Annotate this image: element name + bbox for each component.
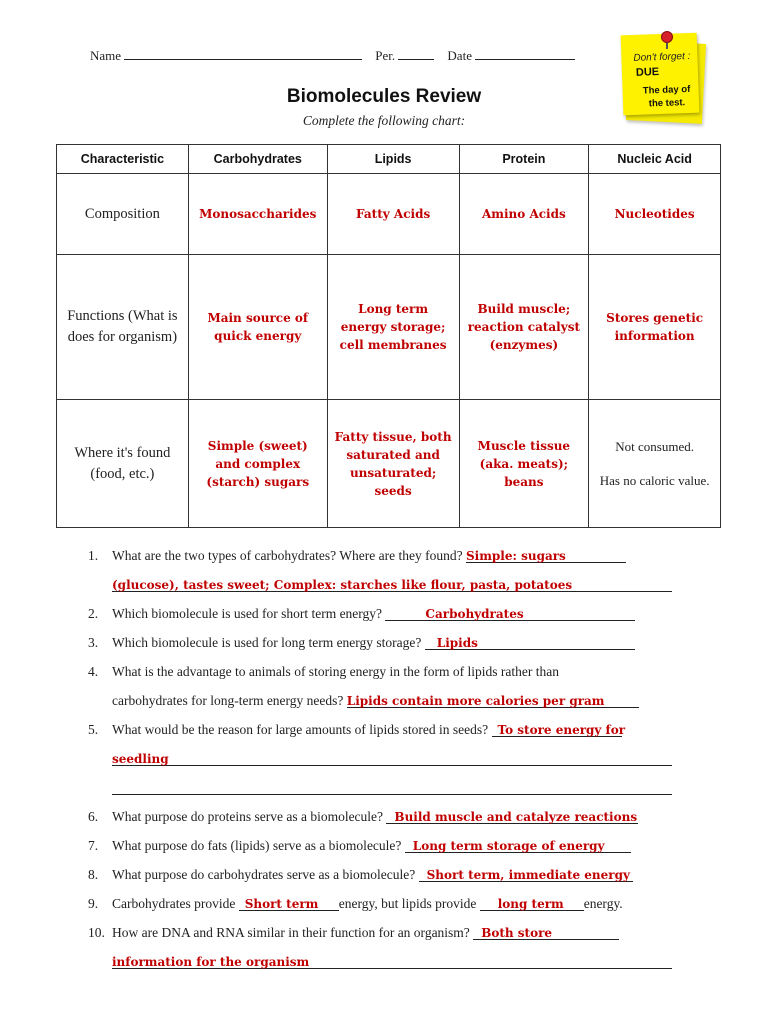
period-field[interactable] — [398, 47, 434, 60]
answer-text: (glucose), tastes sweet; Complex: starches like flour, pasta, potatoes — [112, 578, 573, 592]
row-label: Where it's found (food, etc.) — [57, 400, 189, 528]
table-row — [57, 174, 721, 255]
table-cell: Long term energy storage; cell membranes — [327, 255, 459, 400]
question-list — [88, 546, 688, 981]
question-5 — [88, 720, 688, 749]
sticky-note-line3: The day of the test. — [642, 83, 691, 110]
question-4-cont — [88, 691, 688, 720]
question-number: 7. — [88, 838, 99, 853]
sticky-note-line1: Don't forget : — [633, 50, 691, 64]
answer-text: Short term, immediate energy — [426, 868, 630, 882]
question-text: Which biomolecule is used for long term energy storage? — [112, 635, 422, 650]
question-number: 1. — [88, 548, 99, 563]
answer-field[interactable] — [239, 894, 339, 911]
column-header: Nucleic Acid — [589, 145, 721, 174]
answer-text: Both store — [481, 926, 553, 940]
row-label: Composition — [57, 174, 189, 255]
answer-field[interactable] — [466, 546, 626, 563]
question-6 — [88, 807, 688, 836]
question-number: 3. — [88, 635, 99, 650]
answer-text: Short term — [244, 897, 319, 911]
question-10 — [88, 923, 688, 952]
table-cell: Main source of quick energy — [188, 255, 327, 400]
page-subtitle: Complete the following chart: — [302, 113, 466, 128]
answer-field[interactable] — [425, 633, 635, 650]
question-8 — [88, 865, 688, 894]
date-field[interactable] — [475, 47, 575, 60]
answer-field[interactable] — [112, 575, 672, 592]
question-2 — [88, 604, 688, 633]
table-cell: Build muscle; reaction catalyst (enzymes) — [459, 255, 589, 400]
pushpin-icon — [662, 32, 672, 42]
table-cell: Nucleotides — [589, 174, 721, 255]
answer-field[interactable] — [419, 865, 633, 882]
answer-text: seedling — [112, 752, 169, 766]
table-cell: Muscle tissue (aka. meats); beans — [459, 400, 589, 528]
answer-text: Long term storage of energy — [412, 839, 605, 853]
table-row — [57, 255, 721, 400]
answer-text: information for the organism — [112, 955, 310, 969]
pushpin-needle-icon — [666, 41, 668, 49]
question-number: 4. — [88, 664, 99, 679]
question-text: What is the advantage to animals of storing energy in the form of lipids rather than — [112, 664, 560, 679]
answer-field[interactable] — [492, 720, 626, 737]
answer-field[interactable] — [385, 604, 635, 621]
answer-text: long term — [497, 897, 564, 911]
question-number: 8. — [88, 867, 99, 882]
question-text: What would be the reason for large amounts of lipids stored in seeds? — [112, 722, 489, 737]
table-cell: Simple (sweet) and complex (starch) sugars — [188, 400, 327, 528]
name-field[interactable] — [124, 47, 362, 60]
column-header: Protein — [459, 145, 589, 174]
table-cell: Stores genetic information — [589, 255, 721, 400]
question-text: energy. — [583, 896, 623, 911]
table-cell — [589, 400, 721, 528]
student-info-header — [90, 47, 575, 64]
question-number: 9. — [88, 896, 99, 911]
question-number: 10. — [88, 925, 105, 940]
question-1-cont — [88, 575, 688, 604]
question-number: 2. — [88, 606, 99, 621]
answer-text: To store energy for — [497, 723, 626, 737]
answer-text: Simple: sugars — [465, 549, 566, 563]
question-text: What purpose do fats (lipids) serve as a biomolecule? — [112, 838, 402, 853]
table-cell: Amino Acids — [459, 174, 589, 255]
question-text: energy, but lipids provide — [338, 896, 477, 911]
table-header-row — [57, 145, 721, 174]
answer-text: Build muscle and catalyze reactions — [394, 810, 638, 824]
question-7 — [88, 836, 688, 865]
question-1 — [88, 546, 688, 575]
answer-field[interactable] — [386, 807, 638, 824]
column-header: Characteristic — [57, 145, 189, 174]
period-label: Per. — [375, 48, 396, 63]
answer-field[interactable] — [347, 691, 639, 708]
page-title: Biomolecules Review — [286, 86, 482, 107]
question-number: 6. — [88, 809, 99, 824]
answer-field[interactable] — [112, 778, 672, 795]
row-label: Functions (What is does for organism) — [57, 255, 189, 400]
question-text: carbohydrates for long-term energy needs? — [112, 693, 344, 708]
answer-field[interactable] — [480, 894, 584, 911]
answer-field[interactable] — [473, 923, 619, 940]
name-label: Name — [90, 48, 122, 63]
table-cell: Monosaccharides — [188, 174, 327, 255]
nucleic-acid-found-line1: Not consumed. — [615, 438, 694, 454]
date-label: Date — [447, 48, 472, 63]
answer-text: Lipids contain more calories per gram — [346, 694, 605, 708]
table-cell: Fatty tissue, both saturated and unsaturated; seeds — [327, 400, 459, 528]
question-text: Carbohydrates provide — [112, 896, 236, 911]
question-text: What purpose do proteins serve as a biomolecule? — [112, 809, 384, 824]
column-header: Carbohydrates — [188, 145, 327, 174]
nucleic-acid-found-line2: Has no caloric value. — [599, 472, 710, 488]
answer-field[interactable] — [112, 749, 672, 766]
table-row — [57, 400, 721, 528]
question-5-cont — [88, 749, 688, 778]
question-text: What are the two types of carbohydrates? Where are they found? — [112, 548, 463, 563]
answer-field[interactable] — [405, 836, 631, 853]
column-header: Lipids — [327, 145, 459, 174]
answer-field[interactable] — [112, 952, 672, 969]
question-text: How are DNA and RNA similar in their function for an organism? — [112, 925, 470, 940]
question-text: Which biomolecule is used for short term energy? — [112, 606, 383, 621]
question-5-extra-line — [88, 778, 688, 798]
question-number: 5. — [88, 722, 99, 737]
question-text: What purpose do carbohydrates serve as a biomolecule? — [112, 867, 416, 882]
question-10-cont — [88, 952, 688, 981]
answer-text: Carbohydrates — [425, 607, 524, 621]
question-9 — [88, 894, 688, 923]
sticky-note — [622, 34, 704, 122]
question-4 — [88, 662, 688, 691]
answer-text: Lipids — [436, 636, 478, 650]
question-3 — [88, 633, 688, 662]
sticky-note-line2: DUE — [635, 66, 660, 79]
table-cell: Fatty Acids — [327, 174, 459, 255]
biomolecules-chart — [56, 144, 721, 528]
